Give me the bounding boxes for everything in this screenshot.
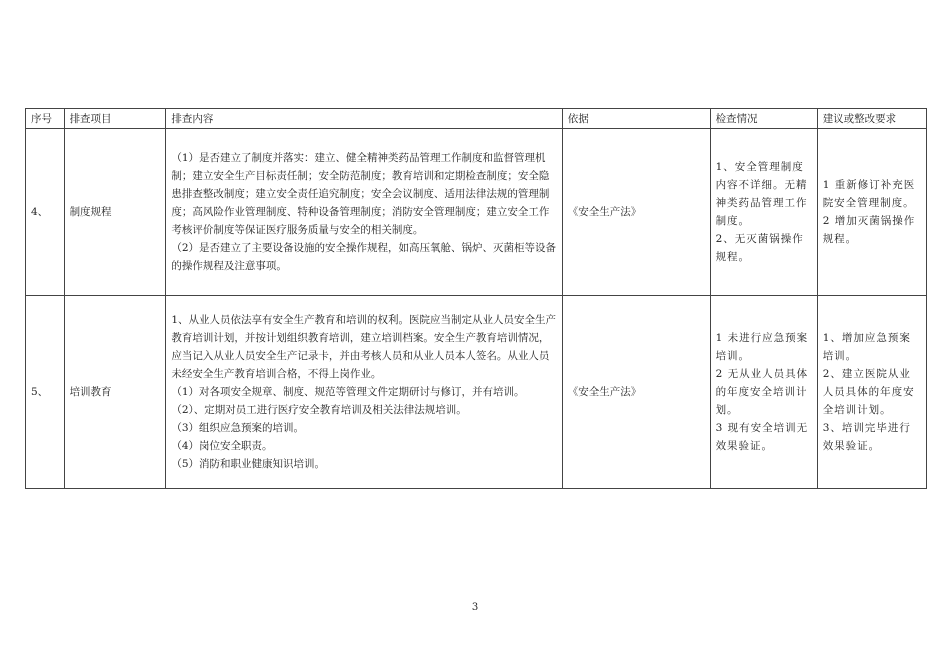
content-paragraph: （1）对各项安全规章、制度、规范等管理文件定期研讨与修订，并有培训。 xyxy=(171,386,525,398)
advice-line: 1、增加应急预案培训。 xyxy=(822,332,911,362)
check-line: 1 未进行应急预案培训。 xyxy=(715,332,809,362)
content-paragraph: 1、从业人员依法享有安全生产教育和培训的权利。医院应当制定从业人员安全生产教育培训计划，并按计划组织教育培训，建立培训档案。安全生产教育培训情况，应当记入从业人员安全生产记录卡，并由考核人员和从业人员本人签名。从业人员未经安全生产教育培训合格，不得上岗作业。 xyxy=(171,314,557,380)
content-paragraph: （1）是否建立了制度并落实：建立、健全精神类药品管理工作制度和监督管理机制；建立安全生产目标责任制；安全防范制度；教育培训和定期检查制度；安全隐患排查整改制度；建立安全责任追究制度；安全会议制度、适用法律法规的管理制度；高风险作业管理制度、特种设备管理制度；消防安全管理制度；建立安全工作考核评价制度等保证医疗服务质量与安全的相关制度。 xyxy=(171,152,550,236)
advice-line: 1 重新修订补充医院安全管理制度。 xyxy=(822,179,916,209)
row-advice xyxy=(817,129,926,296)
check-line: 2 无从业人员具体的年度安全培训计划。 xyxy=(715,368,809,416)
row-seq: 5、 xyxy=(26,296,65,489)
table-row xyxy=(26,296,927,489)
row-basis: 《安全生产法》 xyxy=(562,129,710,296)
advice-line: 2、建立医院从业人员具体的年度安全培训计划。 xyxy=(822,368,915,416)
table-row xyxy=(26,129,927,296)
row-content xyxy=(166,129,562,296)
row-item: 培训教育 xyxy=(64,296,166,489)
row-check xyxy=(710,129,817,296)
content-paragraph: （2）是否建立了主要设备设施的安全操作规程，如高压氧舱、锅炉、灭菌柜等设备的操作规程及注意事项。 xyxy=(171,242,557,272)
row-content xyxy=(166,296,562,489)
header-row xyxy=(26,109,927,129)
check-line: 2、无灭菌锅操作规程。 xyxy=(715,233,804,263)
header-advice: 建议或整改要求 xyxy=(817,109,926,129)
advice-line: 3、培训完毕进行效果验证。 xyxy=(822,422,911,452)
row-item: 制度规程 xyxy=(64,129,166,296)
content-paragraph: （4）岗位安全职责。 xyxy=(171,440,273,452)
content-paragraph: （5）消防和职业健康知识培训。 xyxy=(171,458,326,470)
header-item: 排查项目 xyxy=(64,109,166,129)
row-advice xyxy=(817,296,926,489)
row-seq: 4、 xyxy=(26,129,65,296)
page-number: 3 xyxy=(471,602,479,613)
check-line: 3 现有安全培训无效果验证。 xyxy=(715,422,809,452)
advice-line: 2 增加灭菌锅操作规程。 xyxy=(822,215,916,245)
header-basis: 依据 xyxy=(562,109,710,129)
row-check xyxy=(710,296,817,489)
check-line: 1、安全管理制度内容不详细。无精神类药品管理工作制度。 xyxy=(715,161,808,227)
header-seq: 序号 xyxy=(26,109,65,129)
content-paragraph: （3）组织应急预案的培训。 xyxy=(171,422,305,434)
content-paragraph: （2）、定期对员工进行医疗安全教育培训及相关法律法规培训。 xyxy=(171,404,467,416)
row-basis: 《安全生产法》 xyxy=(562,296,710,489)
header-content: 排查内容 xyxy=(166,109,562,129)
header-check: 检查情况 xyxy=(710,109,817,129)
inspection-table xyxy=(25,108,927,489)
